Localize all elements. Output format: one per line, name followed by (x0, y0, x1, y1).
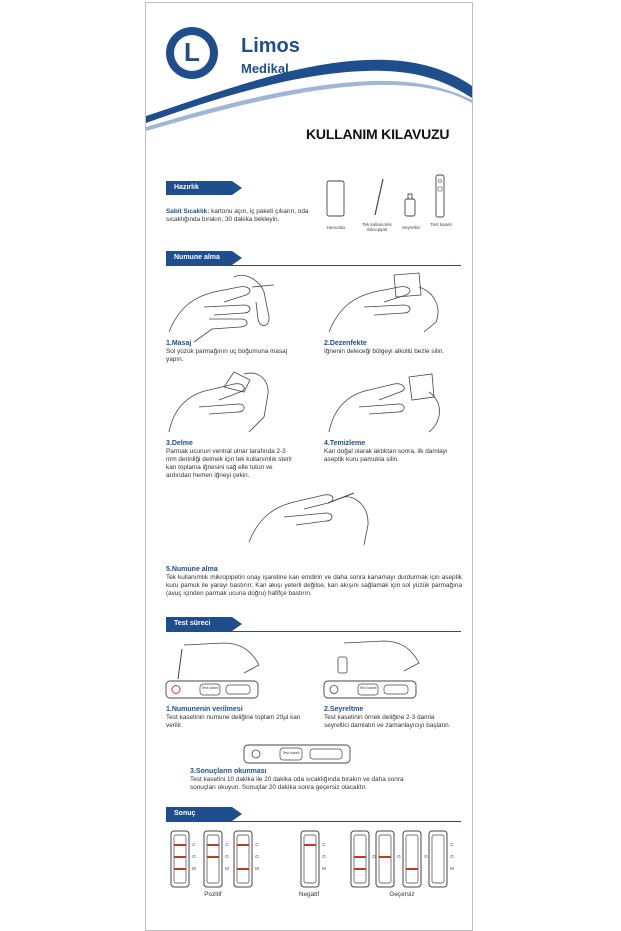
line-label-g-8: G (450, 854, 454, 859)
strip-invalid-3 (403, 831, 421, 887)
strip-invalid-4 (429, 831, 447, 887)
strip-invalid-2 (376, 831, 394, 887)
result-label-gecersiz: Geçersiz (389, 891, 415, 898)
logo-icon (166, 27, 218, 79)
diluent-icon (405, 199, 415, 216)
hemostix-icon (327, 181, 344, 216)
step-title-temizleme: 4.Temizleme (324, 440, 366, 447)
page-title: KULLANIM KILAVUZU (306, 126, 450, 142)
line-label-m-8: M (450, 866, 454, 871)
line-label-c-8: C (450, 842, 454, 847)
hand-illustration-4 (329, 374, 440, 432)
strip-invalid-1 (351, 831, 369, 887)
section-tag-test: Test süreci (166, 617, 232, 631)
step-title-delme: 3.Delme (166, 440, 193, 447)
hand-illustration-1 (169, 275, 274, 342)
section-tag-sonuc: Sonuç (166, 807, 232, 821)
test-step-text-2: Test kasetinin örnek deliğine 2-3 damla seyreltici damlatın ve zamanlayıcıyı başlatın. (324, 714, 451, 729)
cassette-label-1: Test kaseti (201, 686, 219, 690)
line-label-c-3: C (255, 842, 259, 847)
line-label-m-3: M (255, 866, 259, 871)
line-label-g-7: G (424, 854, 428, 859)
test-process-illustrations (164, 635, 464, 705)
step-title-numune-alma: 5.Numune alma (166, 566, 218, 573)
brand-sub: Medikal (241, 61, 289, 76)
cassette-label-3: Test kaseti (282, 751, 300, 755)
hazirlik-body: kartonu açın, iç paketi çıkarın, oda sıcaklığında bırakın, 30 dakika bekleyin. (166, 208, 309, 223)
logo-letter: L (184, 37, 200, 67)
line-label-m-1: M (192, 866, 196, 871)
supply-label-2: Seyreltici (401, 225, 421, 230)
cassette-icon (436, 175, 444, 217)
line-label-g-2: G (225, 854, 229, 859)
line-label-m-4: M (322, 866, 326, 871)
section-tag-hazirlik: Hazırlık (166, 181, 232, 195)
diluent-hand-illustration (338, 641, 419, 673)
result-label-pozitif: Pozitif (204, 891, 222, 898)
line-label-c-2: C (225, 842, 229, 847)
results-strips (146, 825, 472, 895)
line-label-c-1: C (192, 842, 196, 847)
instruction-sheet (145, 2, 473, 931)
line-label-g-1: G (192, 854, 196, 859)
strip-negative (301, 831, 319, 887)
line-label-g-5: G (372, 854, 376, 859)
step-text-temizleme: Kan doğal olarak aktıktan sonra, ilk damlayı aseptik kuru pamukla silin. (324, 448, 448, 463)
hand-illustration-2 (329, 273, 438, 332)
strip-positive-2 (204, 831, 222, 887)
pipette-hand-illustration (178, 643, 259, 679)
brand-name: Limos (241, 35, 300, 57)
hazirlik-text (166, 208, 316, 224)
hand-illustration-3 (169, 372, 268, 432)
line-label-g-3: G (255, 854, 259, 859)
micropipette-icon (375, 179, 383, 215)
line-label-g-4: G (322, 854, 326, 859)
strip-positive-3 (234, 831, 252, 887)
step-title-dezenfekte: 2.Dezenfekte (324, 340, 367, 347)
step-title-masaj: 1.Masaj (166, 340, 192, 347)
line-label-g-6: G (397, 854, 401, 859)
strip-positive-1 (171, 831, 189, 887)
test-step-title-2: 2.Seyreltme (324, 706, 364, 713)
line-label-c-4: C (322, 842, 326, 847)
hazirlik-bold: Sabit Sıcaklık: (166, 208, 210, 215)
hand-illustration-5 (249, 493, 368, 545)
step-text-masaj: Sol yüzük parmağının uç boğumuna masaj yapın. (166, 348, 288, 363)
supply-label-1: Tek kullanımlık mikropipet (362, 222, 392, 232)
section-tag-numune: Numune alma (166, 251, 232, 265)
step-text-delme: Parmak ucunun ventral ulnar tarafında 2-3 mm derinliği delmek için tek kullanımlık steril kan toplama iğnesini sağ elle tutun ve ardından hemen iğneyi çekin. (166, 448, 292, 479)
line-label-m-2: M (225, 866, 229, 871)
result-label-negatif: Negatif (298, 891, 320, 898)
step-text-numune-alma: Tek kullanımlık mikropipetin onay işaretine kan emdirin ve daha sonra kanamayı durdurmak için aseptik kuru pamuk ile yarayı bastırın; Kan akışı yeterli değilse, kan akışını sağlamak için sol yüzük parmağına (avuç içinden parmak ucuna doğru) hafifçe bastırın. (166, 574, 462, 597)
test-step-title-1: 1.Numunenin verilmesi (166, 706, 243, 713)
test-step-title-3: 3.Sonuçların okunması (190, 768, 267, 775)
supply-label-0: Hemostix (326, 225, 346, 230)
test-step-text-1: Test kasetinin numune deliğine toplam 20µl kan verilir. (166, 714, 301, 729)
supplies-illustration (321, 173, 461, 229)
test-step-text-3: Test kasetini 10 dakika ile 20 dakika oda sıcaklığında bırakın ve daha sonra sonuçları okuyun. Sonuçlar 20 dakika sonra geçersiz olacaktır. (190, 776, 404, 791)
step-text-dezenfekte: İğnenin deleceği bölgeyi alkollü bezle silin. (324, 348, 445, 355)
sampling-illustrations (164, 267, 464, 557)
supply-label-3: Test kaseti (430, 222, 452, 227)
cassette-label-2: Test kaseti (359, 686, 377, 690)
